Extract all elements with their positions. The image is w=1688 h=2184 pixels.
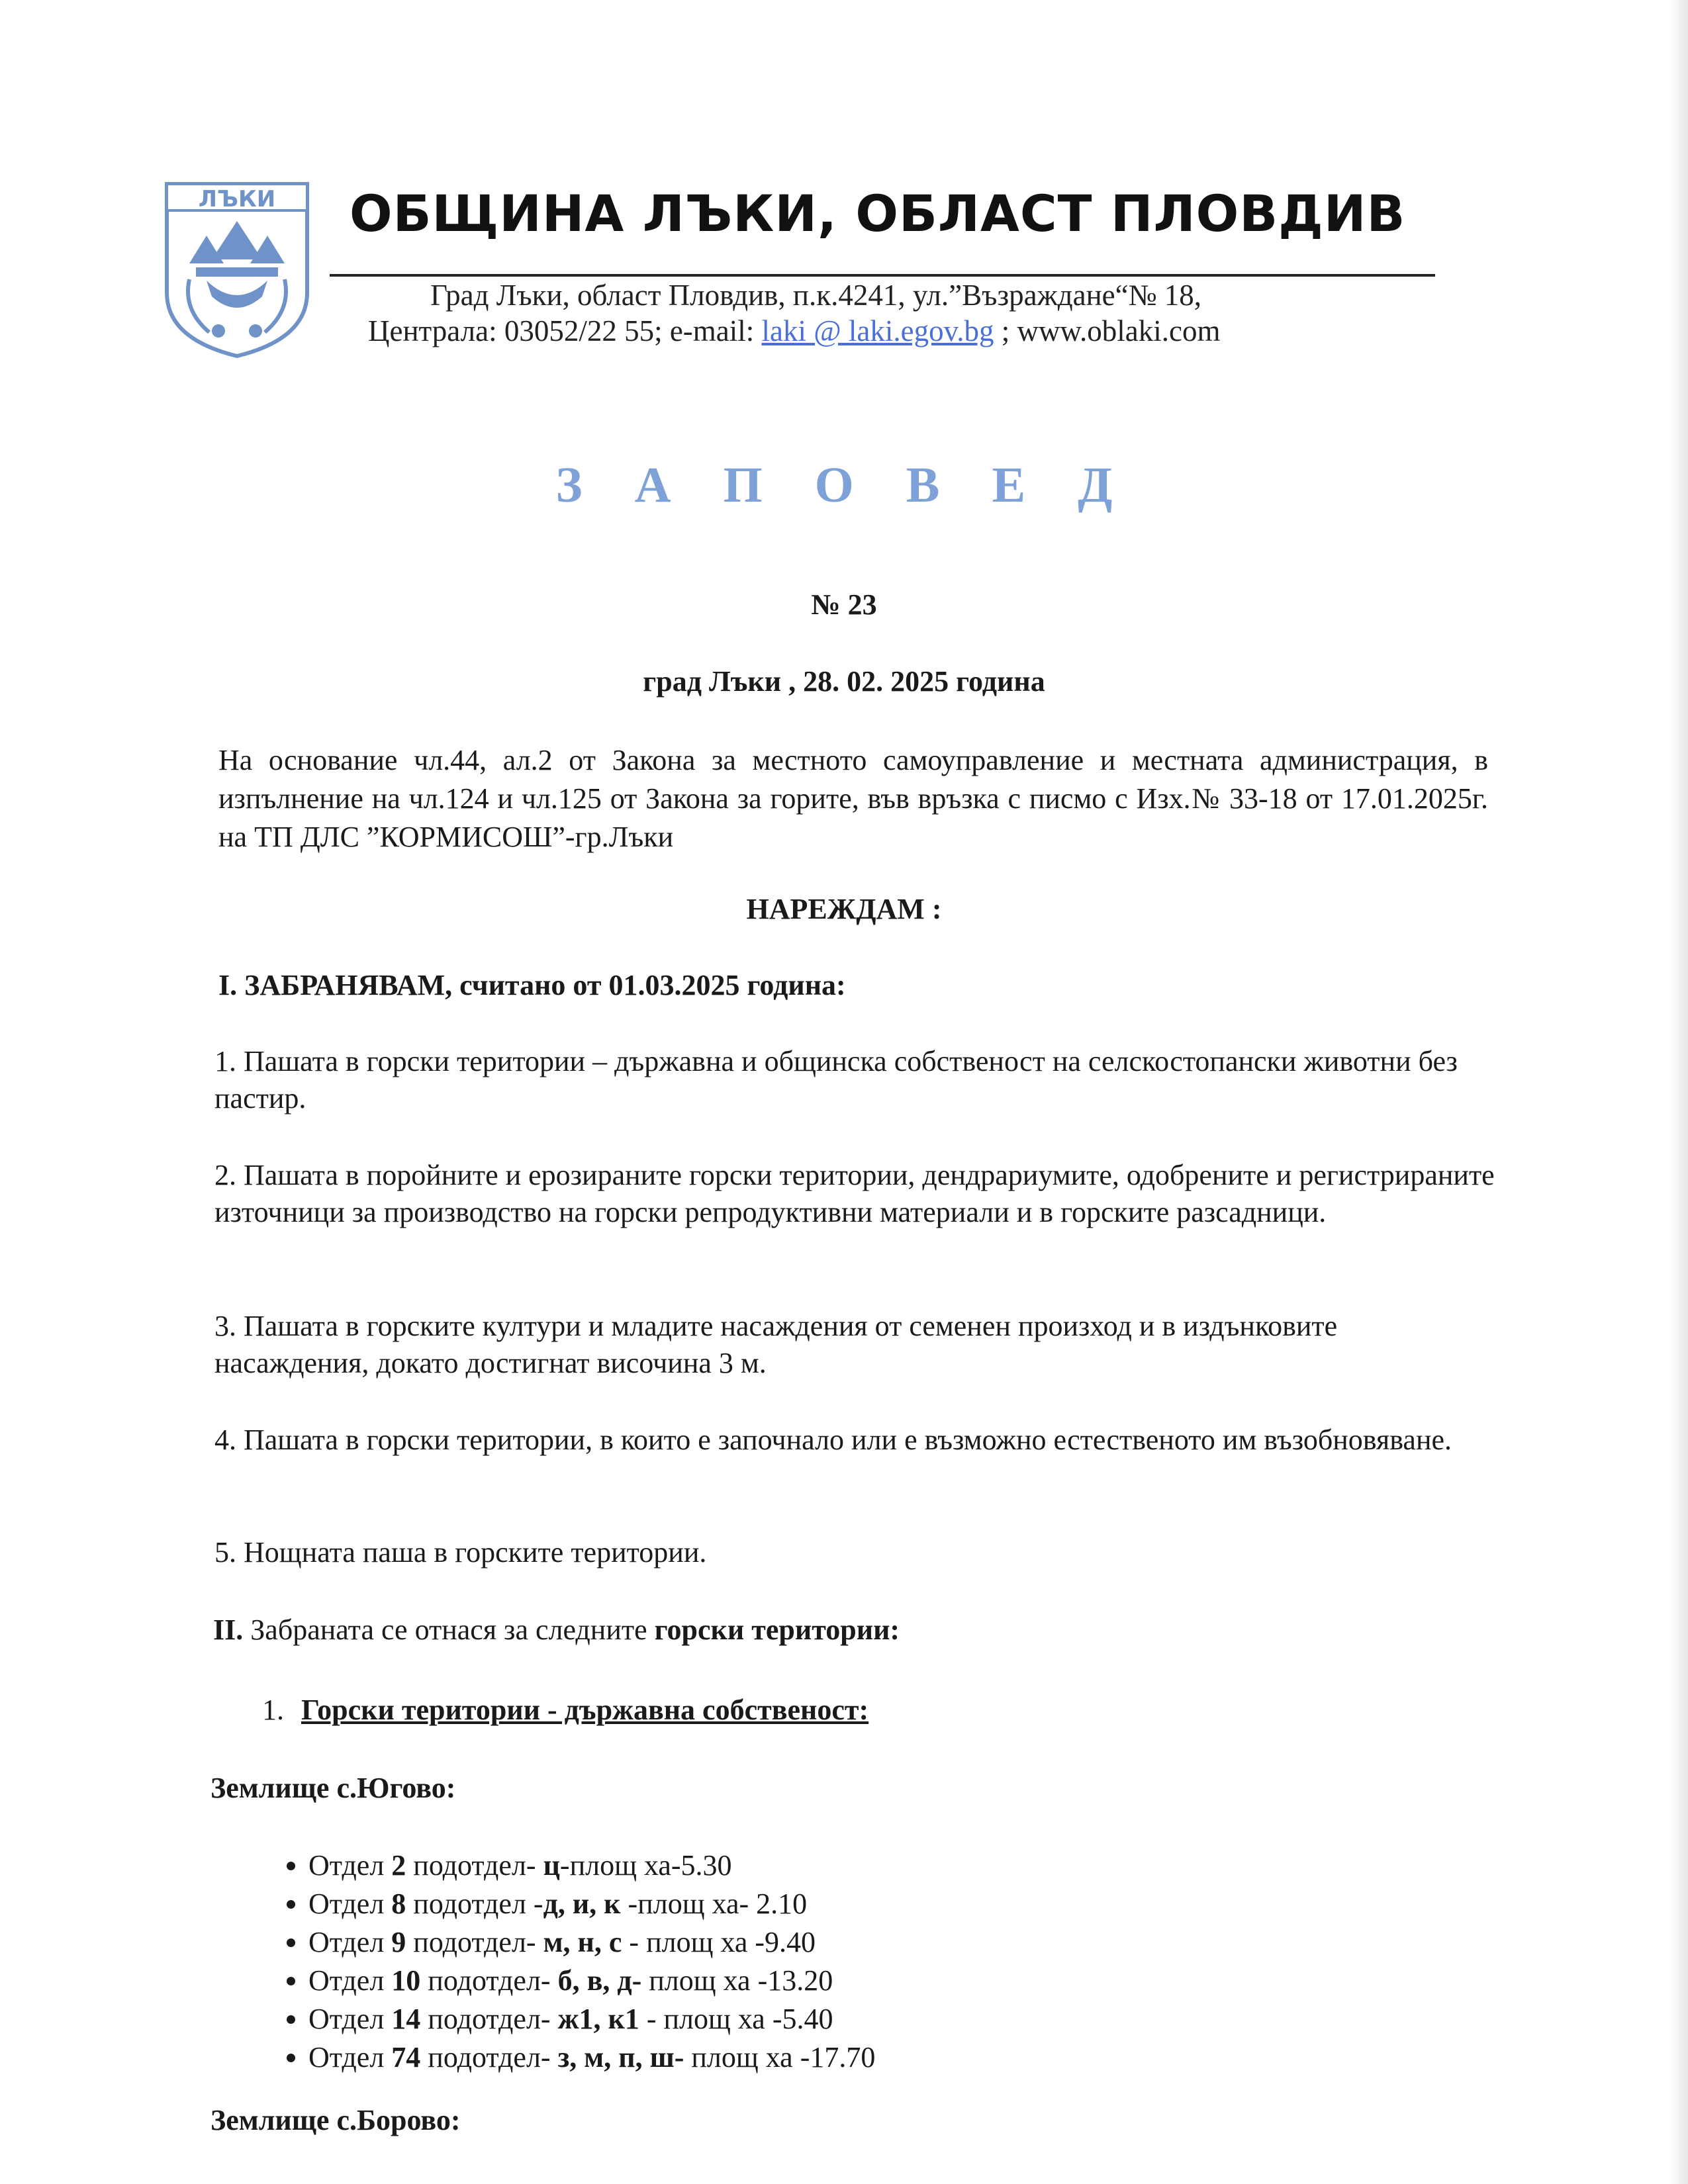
- email-link[interactable]: laki @ laki.egov.bg: [761, 314, 994, 347]
- prohibition-item: 1. Пашата в горски територии – държавна и общинска собственост на селскостопански животни без пастир.: [214, 1045, 1458, 1115]
- header-divider: [330, 274, 1435, 277]
- prohibition-item: 5. Нощната паша в горските територии.: [214, 1536, 707, 1569]
- list-item: • Отдел 2 подотдел- ц-площ ха-5.30: [308, 1846, 875, 1885]
- order-word: НАРЕЖДАМ :: [746, 893, 942, 925]
- header-contacts: [368, 314, 1221, 348]
- list-item: • Отдел 10 подотдел- б, в, д- площ ха -13.20: [308, 1962, 875, 2000]
- municipality-title: ОБЩИНА ЛЪКИ, ОБЛАСТ ПЛОВДИВ: [350, 184, 1406, 243]
- state-forests-title: Горски територии - държавна собственост:: [301, 1694, 869, 1726]
- list-item: • Отдел 8 подотдел -д, и, к -площ ха- 2.10: [308, 1885, 875, 1923]
- prohibition-item: 3. Пашата в горските култури и младите насаждения от семенен произход и в издънковите насаждения, докато достигнат височина 3 м.: [214, 1310, 1338, 1379]
- state-forests-number: 1.: [262, 1694, 284, 1726]
- parcel-list: [252, 1846, 875, 2077]
- svg-text:ЛЪКИ: ЛЪКИ: [198, 186, 276, 212]
- section-2-heading: [213, 1612, 900, 1648]
- prohibition-item: 2. Пашата в поройните и ерозираните горски територии, дендрариумите, одобрените и регистрираните източници за производство на горски репродуктивни материали и в горските разсадници.: [214, 1159, 1495, 1228]
- section-2-numeral: II.: [213, 1614, 244, 1646]
- preamble-paragraph: На основание чл.44, ал.2 от Закона за местното самоуправление и местната администрация, в изпълнение на чл.124 и чл.125 от Закона за горите, във връзка с писмо с Изх.№ 33-18 от 17.01.2025г. на ТП ДЛС ”КОРМИСОШ”-гр.Лъки: [218, 744, 1488, 853]
- list-item: • Отдел 74 подотдел- з, м, п, ш- площ ха -17.70: [308, 2038, 875, 2077]
- website-text: ; www.oblaki.com: [994, 314, 1221, 347]
- phone-label: Централа: 03052/22 55; e-mail:: [368, 314, 762, 347]
- section-2-text: Забраната се отнася за следните: [243, 1614, 655, 1646]
- list-item: • Отдел 14 подотдел- ж1, к1 - площ ха -5.40: [308, 2000, 875, 2038]
- order-number: № 23: [811, 588, 877, 621]
- coat-of-arms-icon: [163, 180, 311, 360]
- section-1-heading: I. ЗАБРАНЯВАМ, считано от 01.03.2025 година:: [218, 969, 846, 1001]
- page-edge-shadow: [1669, 0, 1688, 2184]
- header-address: Град Лъки, област Пловдив, п.к.4241, ул.”Възраждане“№ 18,: [430, 279, 1202, 312]
- land-yugovo-heading: Землище с.Югово:: [211, 1772, 456, 1804]
- place-date: град Лъки , 28. 02. 2025 година: [643, 665, 1045, 698]
- land-borovo-heading: Землище с.Борово:: [211, 2104, 461, 2136]
- section-2-bold-text: горски територии:: [654, 1614, 900, 1646]
- prohibition-item: 4. Пашата в горски територии, в които е започнало или е възможно естественото им възобновяване.: [214, 1424, 1452, 1456]
- state-forests-heading: [262, 1693, 868, 1727]
- document-title: З А П О В Е Д: [555, 457, 1133, 513]
- list-item: • Отдел 9 подотдел- м, н, с - площ ха -9.40: [308, 1923, 875, 1962]
